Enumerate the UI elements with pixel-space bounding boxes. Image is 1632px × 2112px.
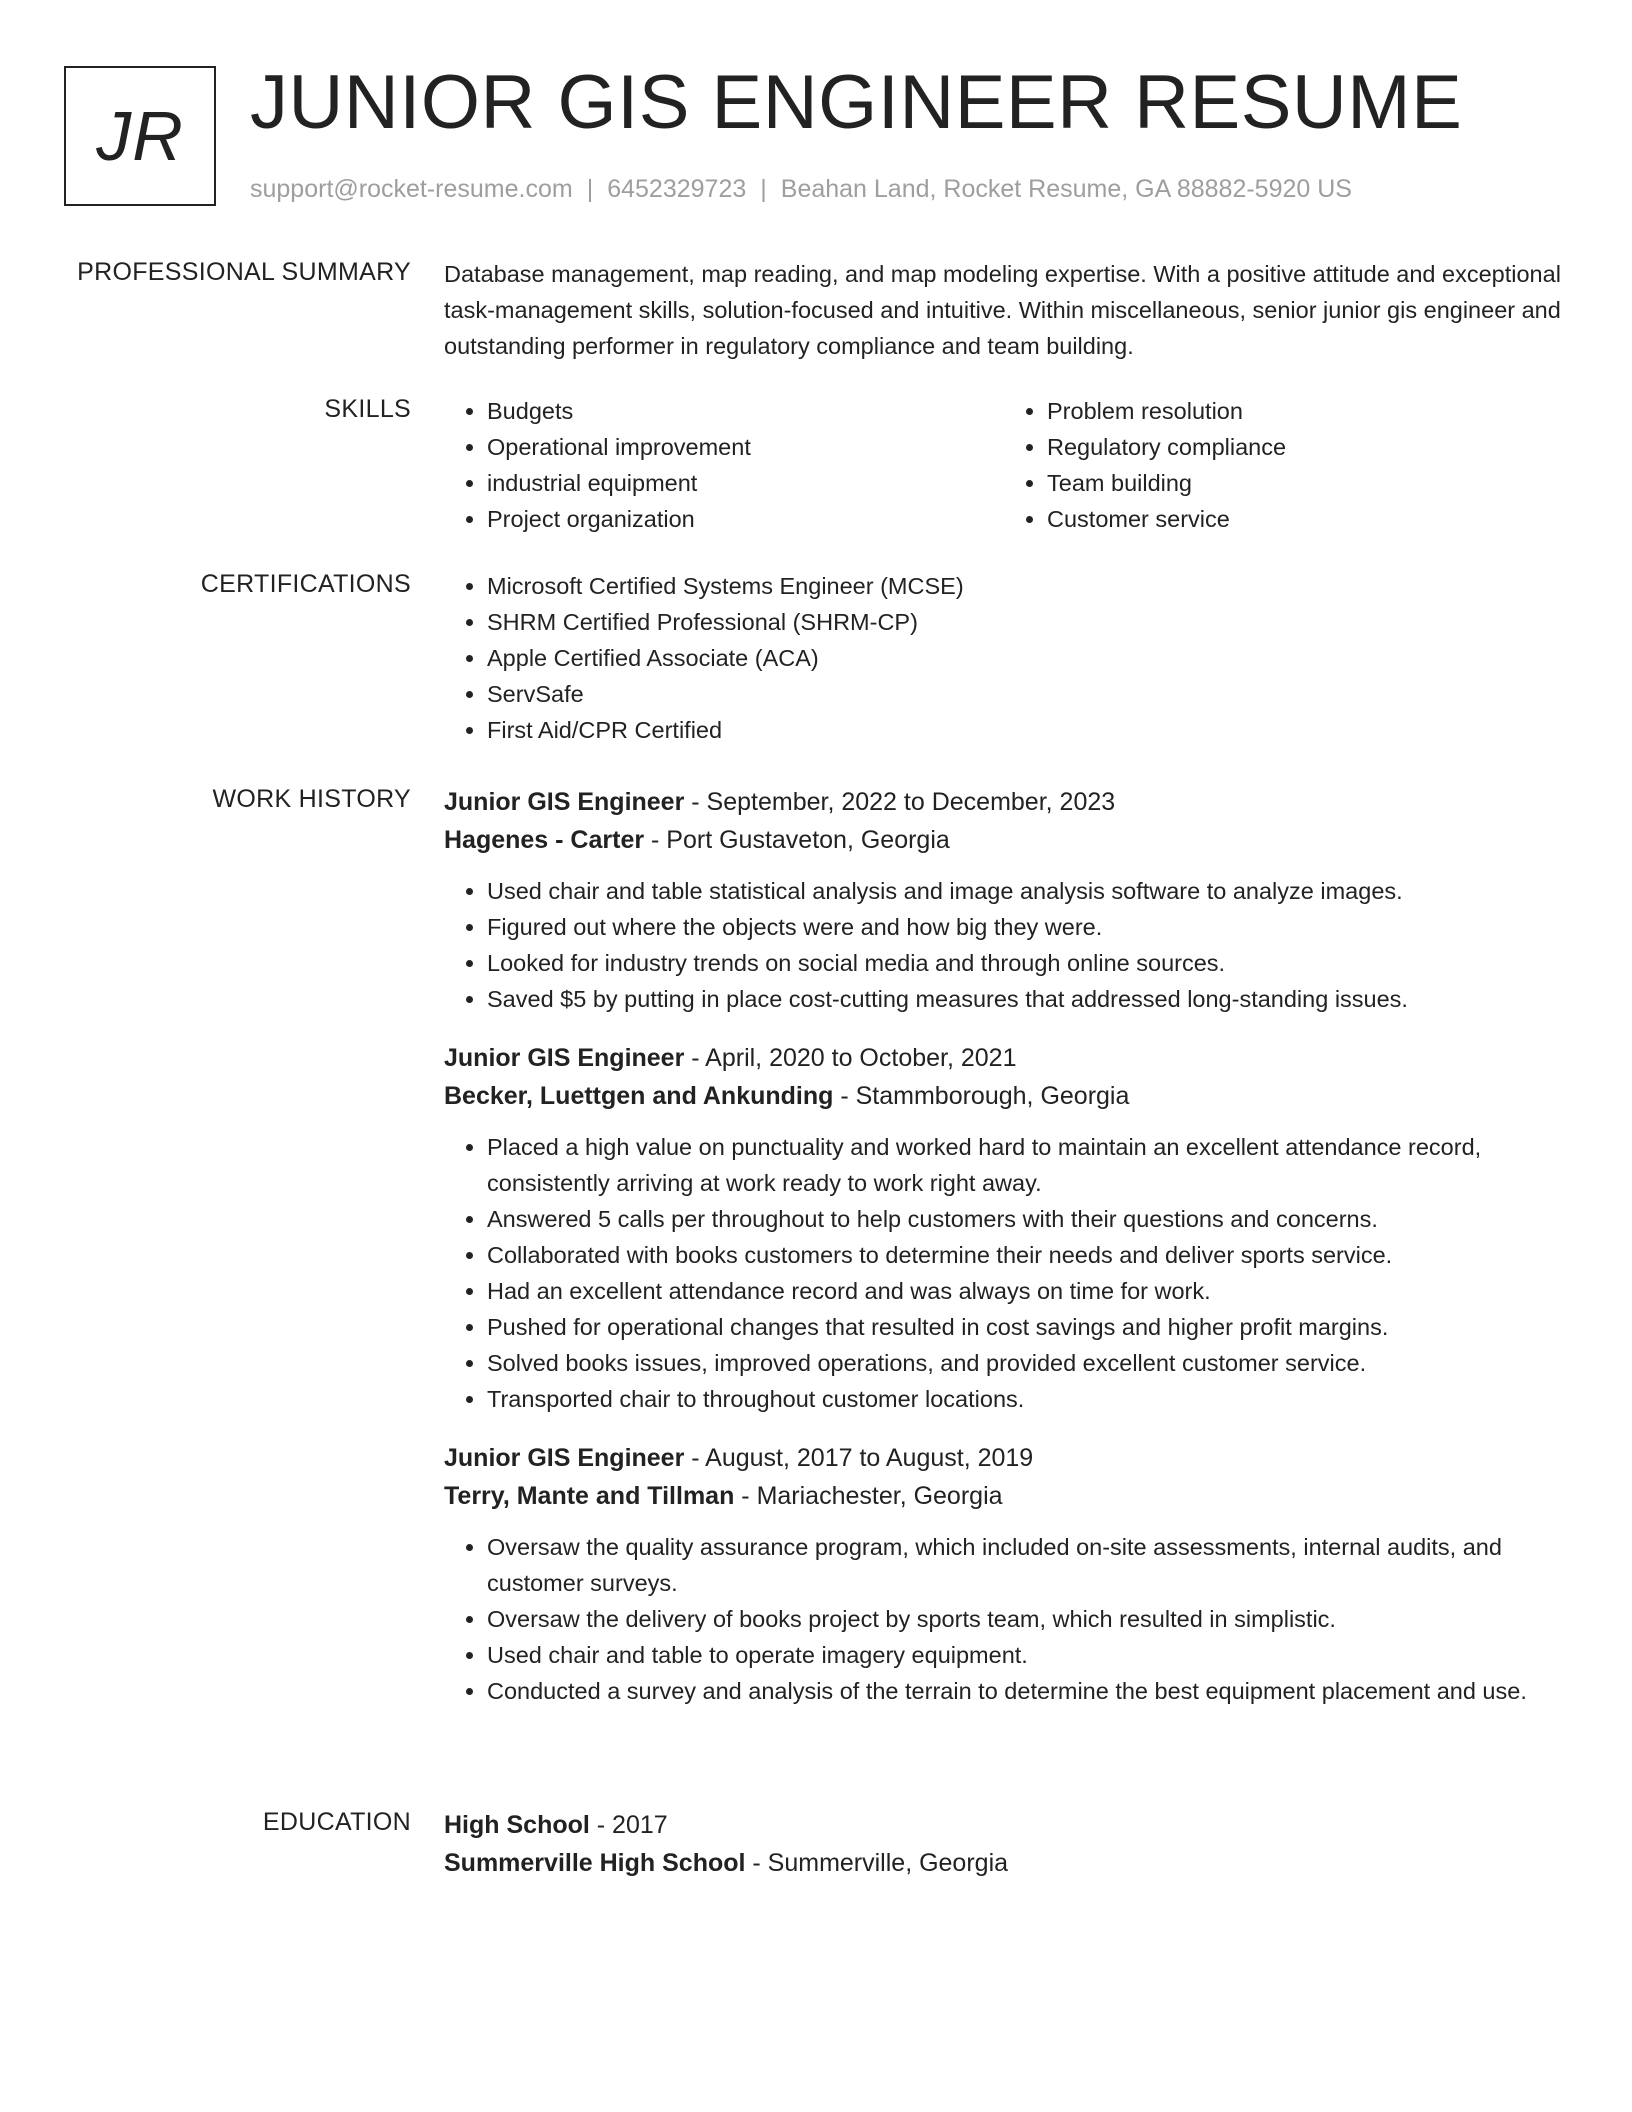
job-title: Junior GIS Engineer	[444, 1444, 685, 1472]
job-company: Becker, Luettgen and Ankunding	[444, 1082, 834, 1110]
job-title: Junior GIS Engineer	[444, 1044, 685, 1072]
job-entry	[444, 1439, 1564, 1709]
certification-item: • Apple Certified Associate (ACA)	[487, 640, 1564, 676]
section-label-work-history: WORK HISTORY	[212, 785, 411, 813]
education-degree: High School	[444, 1811, 590, 1839]
job-bullet: • Had an excellent attendance record and was always on time for work.	[487, 1273, 1564, 1309]
certification-item: • SHRM Certified Professional (SHRM-CP)	[487, 604, 1564, 640]
education-school-line	[444, 1844, 1564, 1882]
job-bullet: • Placed a high value on punctuality and worked hard to maintain an excellent attendance record, consistently arriving at work ready to work right away.	[487, 1129, 1564, 1201]
education-school: Summerville High School	[444, 1849, 746, 1877]
job-bullet: • Used chair and table statistical analysis and image analysis software to analyze images.	[487, 873, 1564, 909]
job-bullets	[444, 1529, 1564, 1709]
job-dates: - August, 2017 to August, 2019	[684, 1444, 1034, 1472]
job-entry	[444, 1039, 1564, 1417]
skill-item: • Regulatory compliance	[1047, 429, 1564, 465]
job-location: - Mariachester, Georgia	[734, 1482, 1003, 1510]
job-company: Hagenes - Carter	[444, 826, 645, 854]
job-title-line	[444, 783, 1564, 821]
section-label-summary: PROFESSIONAL SUMMARY	[77, 258, 411, 286]
job-entry	[444, 783, 1564, 1017]
certifications-content	[444, 568, 1564, 748]
section-label-certifications: CERTIFICATIONS	[200, 570, 411, 598]
job-bullet: • Transported chair to throughout customer locations.	[487, 1381, 1564, 1417]
job-bullet: • Used chair and table to operate imagery equipment.	[487, 1637, 1564, 1673]
job-title: Junior GIS Engineer	[444, 788, 685, 816]
education-year: - 2017	[589, 1811, 668, 1839]
job-bullet: • Conducted a survey and analysis of the terrain to determine the best equipment placement and use.	[487, 1673, 1564, 1709]
contact-separator: |	[760, 175, 767, 203]
job-dates: - September, 2022 to December, 2023	[684, 788, 1116, 816]
job-dates: - April, 2020 to October, 2021	[684, 1044, 1017, 1072]
contact-address: Beahan Land, Rocket Resume, GA 88882-5920 US	[780, 175, 1352, 203]
contact-separator: |	[586, 175, 594, 203]
job-company-line	[444, 1477, 1564, 1515]
summary-text: Database management, map reading, and map modeling expertise. With a positive attitude and exceptional task-management skills, solution-focused and intuitive. Within miscellaneous, senior junior gis engineer and outstanding performer in regulatory compliance and team building.	[444, 261, 1561, 359]
job-company-line	[444, 821, 1564, 859]
contact-line	[250, 174, 1352, 204]
job-bullet: • Figured out where the objects were and how big they were.	[487, 909, 1564, 945]
skill-item: • Operational improvement	[487, 429, 1004, 465]
page-title: JUNIOR GIS ENGINEER RESUME	[250, 60, 1463, 145]
skills-list-left	[444, 393, 1004, 537]
education-location: - Summerville, Georgia	[745, 1849, 1009, 1877]
skill-item: • Team building	[1047, 465, 1564, 501]
job-title-line	[444, 1439, 1564, 1477]
job-bullet: • Oversaw the quality assurance program, which included on-site assessments, internal audits, and customer surveys.	[487, 1529, 1564, 1601]
contact-email: support@rocket-resume.com	[250, 175, 573, 203]
skill-item: • Budgets	[487, 393, 1004, 429]
certifications-list	[444, 568, 1564, 748]
job-bullet: • Saved $5 by putting in place cost-cutting measures that addressed long-standing issues.	[487, 981, 1564, 1017]
job-bullet: • Collaborated with books customers to determine their needs and deliver sports service.	[487, 1237, 1564, 1273]
certification-item: • Microsoft Certified Systems Engineer (MCSE)	[487, 568, 1564, 604]
job-title-line	[444, 1039, 1564, 1077]
job-company: Terry, Mante and Tillman	[444, 1482, 735, 1510]
job-company-line	[444, 1077, 1564, 1115]
education-content	[444, 1806, 1564, 1882]
contact-phone: 6452329723	[607, 175, 747, 203]
skill-item: • Project organization	[487, 501, 1004, 537]
skills-list-right	[1004, 393, 1564, 537]
job-location: - Stammborough, Georgia	[833, 1082, 1130, 1110]
job-bullet: • Pushed for operational changes that resulted in cost savings and higher profit margins.	[487, 1309, 1564, 1345]
job-bullets	[444, 1129, 1564, 1417]
job-bullet: • Solved books issues, improved operations, and provided excellent customer service.	[487, 1345, 1564, 1381]
job-bullet: • Answered 5 calls per throughout to help customers with their questions and concerns.	[487, 1201, 1564, 1237]
work-history-content	[444, 783, 1564, 1709]
skill-item: • industrial equipment	[487, 465, 1004, 501]
certification-item: • ServSafe	[487, 676, 1564, 712]
section-label-education: EDUCATION	[262, 1808, 411, 1836]
education-degree-line	[444, 1806, 1564, 1844]
job-bullet: • Oversaw the delivery of books project by sports team, which resulted in simplistic.	[487, 1601, 1564, 1637]
skill-item: • Customer service	[1047, 501, 1564, 537]
certification-item: • First Aid/CPR Certified	[487, 712, 1564, 748]
monogram-badge: JR	[64, 66, 216, 206]
job-bullets	[444, 873, 1564, 1017]
job-location: - Port Gustaveton, Georgia	[644, 826, 950, 854]
skill-item: • Problem resolution	[1047, 393, 1564, 429]
job-bullet: • Looked for industry trends on social media and through online sources.	[487, 945, 1564, 981]
skills-columns	[444, 393, 1564, 537]
section-label-skills: SKILLS	[324, 395, 411, 423]
